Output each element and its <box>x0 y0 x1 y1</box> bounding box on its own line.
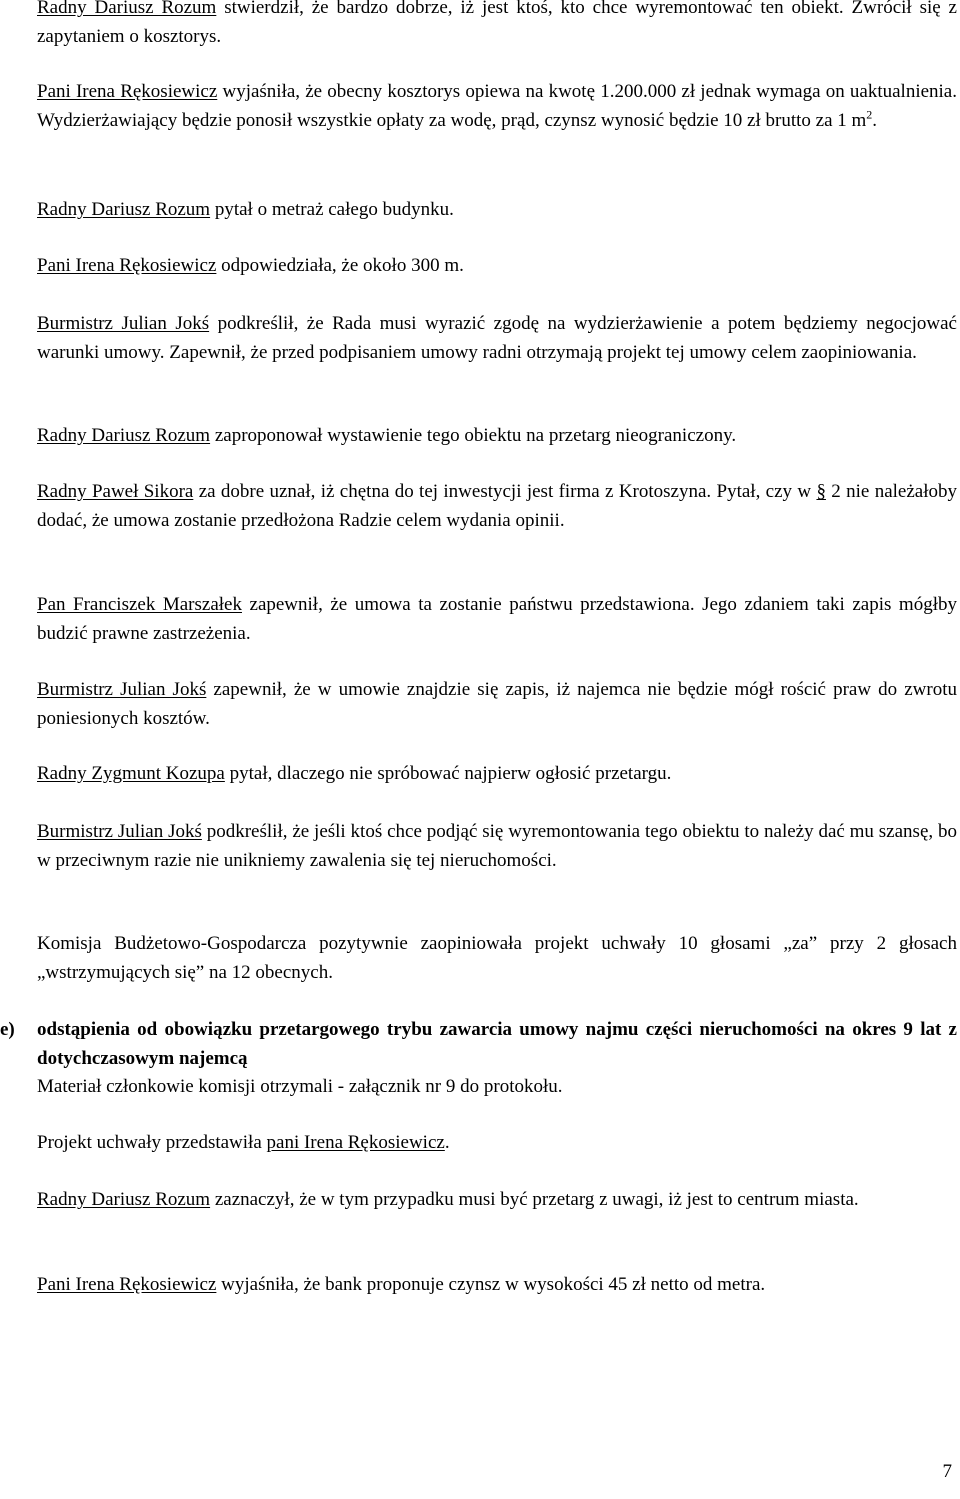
paragraph-text: odpowiedziała, że około 300 m. <box>216 255 464 276</box>
paragraph <box>37 930 957 987</box>
paragraph-text: za dobre uznał, iż chętna do tej inwestycji jest firma z Krotoszyna. Pytał, czy w <box>193 481 817 502</box>
section-sign: § <box>816 481 826 502</box>
page-number: 7 <box>942 1461 952 1482</box>
paragraph-text: podkreślił, że Rada musi wyrazić zgodę na wydzierżawienie a potem będziemy negocjować warunki umowy. Zapewnił, że przed podpisaniem umowy radni otrzymają projekt tej umowy celem zaopiniowania. <box>37 313 957 363</box>
paragraph <box>37 591 957 648</box>
paragraph <box>37 310 957 367</box>
paragraph <box>37 422 957 451</box>
speaker-name: Radny Dariusz Rozum <box>37 425 211 446</box>
superscript: 2 <box>866 107 873 122</box>
section-marker: e) <box>0 1019 15 1040</box>
paragraph <box>37 78 957 135</box>
paragraph <box>37 252 957 281</box>
speaker-name: Radny Paweł Sikora <box>37 481 194 502</box>
speaker-name: Radny Dariusz Rozum <box>37 199 211 220</box>
paragraph-text: pytał, dlaczego nie spróbować najpierw ogłosić przetargu. <box>224 763 672 784</box>
paragraph <box>37 760 957 789</box>
speaker-name: Radny Dariusz Rozum <box>37 1189 211 1210</box>
paragraph <box>37 0 957 51</box>
speaker-name: Burmistrz Julian Jokś <box>37 313 210 334</box>
speaker-name: Pani Irena Rękosiewicz <box>37 1274 217 1295</box>
paragraph-text: Projekt uchwały przedstawiła <box>37 1132 267 1153</box>
speaker-name: Pani Irena Rękosiewicz <box>37 81 218 102</box>
section-e <box>0 1016 957 1102</box>
paragraph-end: . <box>444 1132 450 1153</box>
paragraph <box>37 1271 957 1300</box>
section-material-note: Materiał członkowie komisji otrzymali - załącznik nr 9 do protokołu. <box>37 1076 563 1097</box>
paragraph <box>37 1129 957 1158</box>
paragraph-text: zapewnił, że umowa ta zostanie państwu przedstawiona. Jego zdaniem taki zapis mógłby budzić prawne zastrzeżenia. <box>37 594 957 644</box>
paragraph <box>37 478 957 535</box>
paragraph-text: Komisja Budżetowo-Gospodarcza pozytywnie zaopiniowała projekt uchwały 10 głosami „za” przy 2 głosach „wstrzymujących się” na 12 obecnych. <box>37 933 957 983</box>
paragraph-text: zapewnił, że w umowie znajdzie się zapis, iż najemca nie będzie mógł rościć praw do zwrotu poniesionych kosztów. <box>37 679 957 729</box>
paragraph <box>37 196 957 225</box>
paragraph <box>37 1186 957 1215</box>
speaker-name: Radny Dariusz Rozum <box>37 0 217 18</box>
paragraph <box>37 818 957 875</box>
paragraph-text: pytał o metraż całego budynku. <box>210 199 454 220</box>
paragraph-text: podkreślił, że jeśli ktoś chce podjąć się wyremontowania tego obiektu to należy dać mu szansę, bo w przeciwnym razie nie unikniemy zawalenia się tej nieruchomości. <box>37 821 957 871</box>
speaker-name: pani Irena Rękosiewicz <box>266 1132 445 1153</box>
paragraph-text: zaproponował wystawienie tego obiektu na przetarg nieograniczony. <box>210 425 737 446</box>
speaker-name: Burmistrz Julian Jokś <box>37 821 202 842</box>
paragraph-text: wyjaśniła, że bank proponuje czynsz w wysokości 45 zł netto od metra. <box>216 1274 766 1295</box>
speaker-name: Pan Franciszek Marszałek <box>37 594 242 615</box>
paragraph-end: . <box>872 109 878 131</box>
speaker-name: Pani Irena Rękosiewicz <box>37 255 217 276</box>
paragraph-text: stwierdził, że bardzo dobrze, iż jest ktoś, kto chce wyremontować ten obiekt. Zwrócił się z zapytaniem o kosztorys. <box>37 0 957 47</box>
speaker-name: Burmistrz Julian Jokś <box>37 679 207 700</box>
paragraph-text: zaznaczył, że w tym przypadku musi być przetarg z uwagi, iż jest to centrum miasta. <box>210 1189 859 1210</box>
speaker-name: Radny Zygmunt Kozupa <box>37 763 225 784</box>
section-title: odstąpienia od obowiązku przetargowego trybu zawarcia umowy najmu części nieruchomości na okres 9 lat z dotychczasowym najemcą <box>37 1019 957 1069</box>
paragraph-text: wyjaśniła, że obecny kosztorys opiewa na kwotę 1.200.000 zł jednak wymaga on uaktualnienia. Wydzierżawiający będzie ponosił wszystkie opłaty za wodę, prąd, czynsz wynosić będzie 10 zł brutto za 1 m <box>37 81 957 131</box>
paragraph-text-continued: 2 nie należałoby dodać, że umowa zostanie przedłożona Radzie celem wydania opinii. <box>37 481 957 531</box>
paragraph <box>37 676 957 733</box>
